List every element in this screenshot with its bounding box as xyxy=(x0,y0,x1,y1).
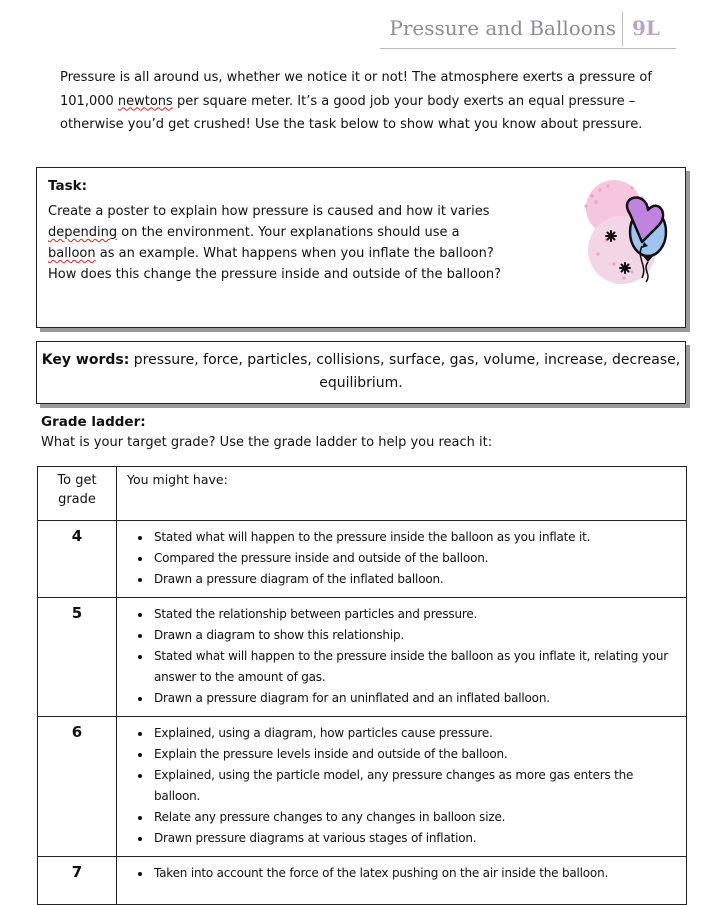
intro-spellcheck-word: newtons xyxy=(117,93,173,109)
criteria-item: • Explained, using the particle model, any pressure changes as more gas enters the balloon. xyxy=(152,765,677,807)
balloon-clipart-icon xyxy=(562,174,674,286)
criteria-item: • Stated what will happen to the pressure inside the balloon as you inflate it. xyxy=(152,527,677,548)
task-line-3-rest: as an example. What happens when you inflate the balloon? xyxy=(95,246,494,261)
grade-ladder-table xyxy=(37,466,687,905)
table-row xyxy=(38,598,687,717)
column-header-have: You might have: xyxy=(117,467,687,521)
grade-ladder-title: Grade ladder: xyxy=(41,414,146,430)
criteria-item: • Stated the relationship between particles and pressure. xyxy=(152,604,677,625)
header-divider xyxy=(622,12,623,46)
task-spellcheck-word: depending xyxy=(48,225,118,240)
column-header-grade: To get grade xyxy=(38,467,117,521)
criteria-item: • Drawn pressure diagrams at various stages of inflation. xyxy=(152,828,677,849)
criteria-item: • Drawn a diagram to show this relationship. xyxy=(152,625,677,646)
grade-cell: 6 xyxy=(38,717,117,857)
task-box xyxy=(36,167,686,328)
page-title: Pressure and Balloons xyxy=(389,16,616,40)
keywords-list: pressure, force, particles, collisions, surface, gas, volume, increase, decrease, equilibrium. xyxy=(129,352,681,391)
criteria-cell xyxy=(117,521,687,598)
task-line-1: Create a poster to explain how pressure is caused and how it varies xyxy=(48,204,490,219)
table-row xyxy=(38,857,687,905)
criteria-item: • Explained, using a diagram, how particles cause pressure. xyxy=(152,723,677,744)
criteria-cell xyxy=(117,598,687,717)
grade-cell: 5 xyxy=(38,598,117,717)
criteria-item: • Stated what will happen to the pressure inside the balloon as you inflate it, relating your answer to the amount of gas. xyxy=(152,646,677,688)
criteria-item: • Explain the pressure levels inside and outside of the balloon. xyxy=(152,744,677,765)
criteria-item: • Compared the pressure inside and outside of the balloon. xyxy=(152,548,677,569)
intro-text-2: per square meter. It’s a good job your body exerts an equal pressure – otherwise you’d get crushed! Use the task below to show what you know about pressure. xyxy=(60,93,643,132)
unit-code: 9L xyxy=(632,16,660,40)
grade-cell: 7 xyxy=(38,857,117,905)
criteria-item: • Drawn a pressure diagram for an uninflated and an inflated balloon. xyxy=(152,688,677,709)
task-line-2 xyxy=(48,222,568,243)
page-header xyxy=(380,8,676,49)
criteria-cell xyxy=(117,857,687,905)
keywords-text xyxy=(37,349,685,395)
keywords-box xyxy=(36,341,686,404)
task-line-3 xyxy=(48,243,568,264)
criteria-item: • Taken into account the force of the latex pushing on the air inside the balloon. xyxy=(152,863,677,884)
table-row xyxy=(38,521,687,598)
grade-cell: 4 xyxy=(38,521,117,598)
criteria-item: • Relate any pressure changes to any changes in balloon size. xyxy=(152,807,677,828)
task-spellcheck-word: balloon xyxy=(48,246,96,261)
criteria-cell xyxy=(117,717,687,857)
criteria-item: • Drawn a pressure diagram of the inflated balloon. xyxy=(152,569,677,590)
keywords-label: Key words: xyxy=(41,352,130,368)
task-label: Task: xyxy=(48,178,87,194)
task-line-2-rest: on the environment. Your explanations should use a xyxy=(117,225,460,240)
task-line-4: How does this change the pressure inside and outside of the balloon? xyxy=(48,267,502,282)
intro-text-1: Pressure is all around us, whether we notice it or not! The atmosphere exerts a pressure of 101,000 xyxy=(60,70,652,109)
task-body xyxy=(48,201,568,285)
table-row xyxy=(38,717,687,857)
table-header-row xyxy=(38,467,687,521)
grade-ladder-intro: What is your target grade? Use the grade ladder to help you reach it: xyxy=(41,435,493,450)
intro-paragraph xyxy=(60,66,670,137)
